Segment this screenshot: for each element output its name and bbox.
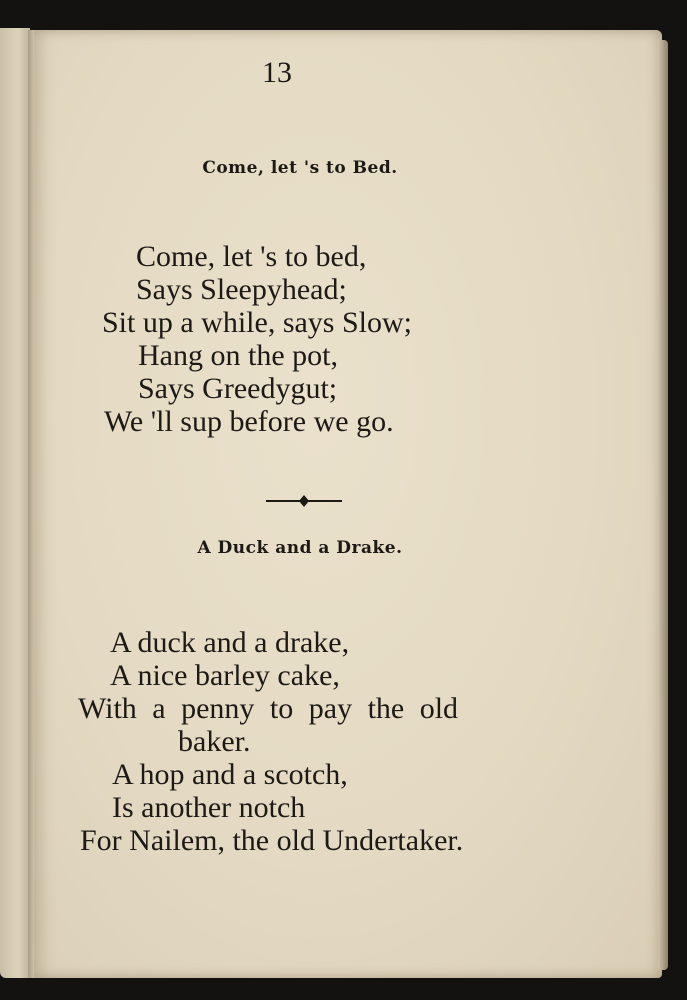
verse-line: For Nailem, the old Undertaker. xyxy=(80,824,464,857)
poem-title: Come, let 's to Bed. xyxy=(202,158,398,178)
verse-line: Hang on the pot, xyxy=(138,339,338,372)
verse-line: Says Sleepyhead; xyxy=(136,273,347,306)
verse-line: A duck and a drake, xyxy=(110,626,350,659)
facing-page-edge xyxy=(0,28,30,978)
verse-line: A nice barley cake, xyxy=(110,659,340,692)
poem-title: A Duck and a Drake. xyxy=(197,538,403,558)
verse-line: baker. xyxy=(178,725,251,758)
verse-line: With a penny to pay the old xyxy=(78,692,459,725)
verse-line: Says Greedygut; xyxy=(138,372,338,405)
divider-ornament-icon xyxy=(266,493,342,509)
page-number: 13 xyxy=(262,56,292,89)
verse-line: Sit up a while, says Slow; xyxy=(102,306,413,339)
verse-line: Is another notch xyxy=(112,791,306,824)
verse-line: A hop and a scotch, xyxy=(112,758,348,791)
verse-line: We 'll sup before we go. xyxy=(104,405,394,438)
page-edge-shadow xyxy=(658,40,668,970)
verse-line: Come, let 's to bed, xyxy=(136,240,367,273)
